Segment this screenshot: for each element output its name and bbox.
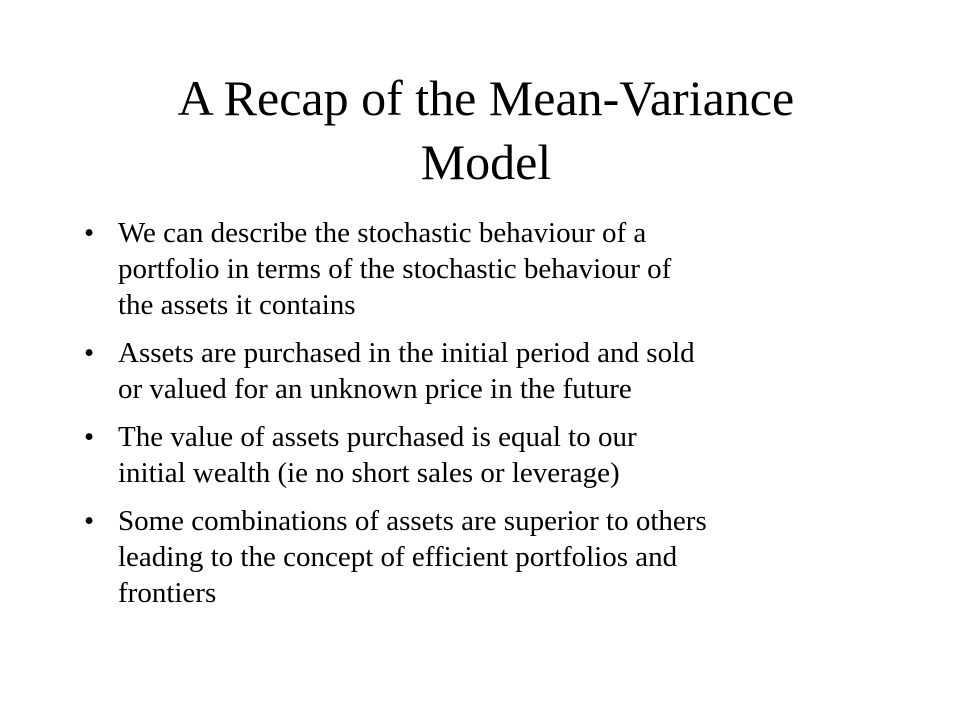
bullet-text <box>118 335 884 407</box>
bullet-line: or valued for an unknown price in the future <box>118 373 632 405</box>
bullet-line: portfolio in terms of the stochastic behaviour of <box>118 253 672 285</box>
bullet-item <box>84 215 884 323</box>
bullet-text <box>118 503 884 611</box>
bullet-dot-icon: • <box>84 421 95 453</box>
bullet-line: frontiers <box>118 577 217 609</box>
bullet-line: Assets are purchased in the initial period and sold <box>118 337 695 369</box>
bullet-text <box>118 215 884 323</box>
bullet-line: leading to the concept of efficient portfolios and <box>118 541 678 573</box>
bullet-dot-icon: • <box>84 337 95 369</box>
bullet-line: initial wealth (ie no short sales or leverage) <box>118 457 620 489</box>
bullet-line: Some combinations of assets are superior to others <box>118 505 707 537</box>
bullet-dot-icon: • <box>84 217 95 249</box>
bullet-line: The value of assets purchased is equal to our <box>118 421 637 453</box>
bullet-item <box>84 419 884 491</box>
title-line: A Recap of the Mean-Variance <box>177 70 795 126</box>
bullet-line: the assets it contains <box>118 289 356 321</box>
bullet-list <box>84 215 884 623</box>
slide-title <box>96 66 876 194</box>
bullet-dot-icon: • <box>84 505 95 537</box>
bullet-text <box>118 419 884 491</box>
bullet-item <box>84 503 884 611</box>
bullet-line: We can describe the stochastic behaviour of a <box>118 217 647 249</box>
title-line: Model <box>420 134 552 190</box>
bullet-item <box>84 335 884 407</box>
